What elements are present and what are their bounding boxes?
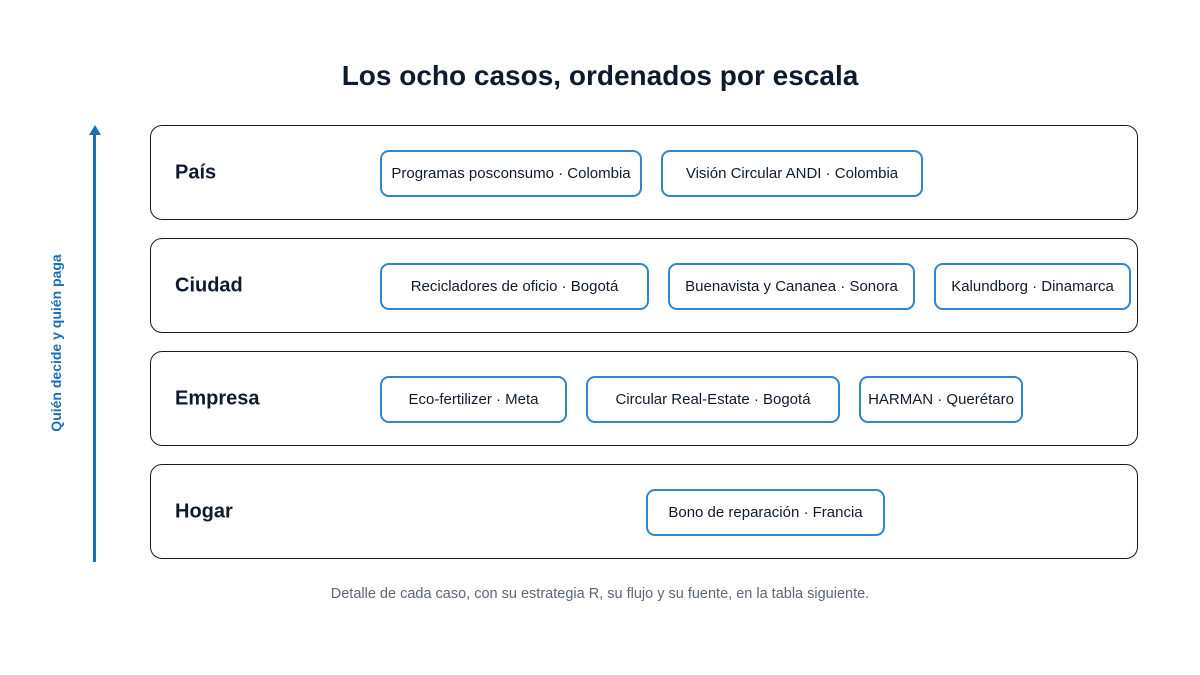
case-chip: HARMAN · Querétaro	[859, 376, 1023, 423]
case-chip: Kalundborg · Dinamarca	[934, 263, 1131, 310]
case-chip: Programas posconsumo · Colombia	[380, 150, 642, 197]
level-label: Hogar	[175, 500, 233, 522]
axis-label: Quién decide y quién paga	[48, 254, 64, 432]
case-chip: Visión Circular ANDI · Colombia	[661, 150, 923, 197]
case-chip: Recicladores de oficio · Bogotá	[380, 263, 649, 310]
level-row-empresa	[150, 351, 1138, 446]
case-chip: Buenavista y Cananea · Sonora	[668, 263, 915, 310]
diagram-title: Los ocho casos, ordenados por escala	[341, 60, 859, 91]
level-row-ciudad	[150, 238, 1138, 333]
case-chip: Bono de reparación · Francia	[646, 489, 885, 536]
level-label: País	[175, 161, 217, 183]
case-chip: Circular Real-Estate · Bogotá	[586, 376, 840, 423]
level-row-pais	[150, 125, 1138, 220]
level-row-hogar	[150, 464, 1138, 559]
level-label: Empresa	[175, 387, 260, 409]
footnote: Detalle de cada caso, con su estrategia R, su flujo y su fuente, en la tabla siguiente.	[330, 586, 870, 602]
case-chip: Eco-fertilizer · Meta	[380, 376, 567, 423]
axis-line	[93, 131, 96, 562]
level-label: Ciudad	[175, 274, 243, 296]
scale-axis	[80, 125, 110, 565]
